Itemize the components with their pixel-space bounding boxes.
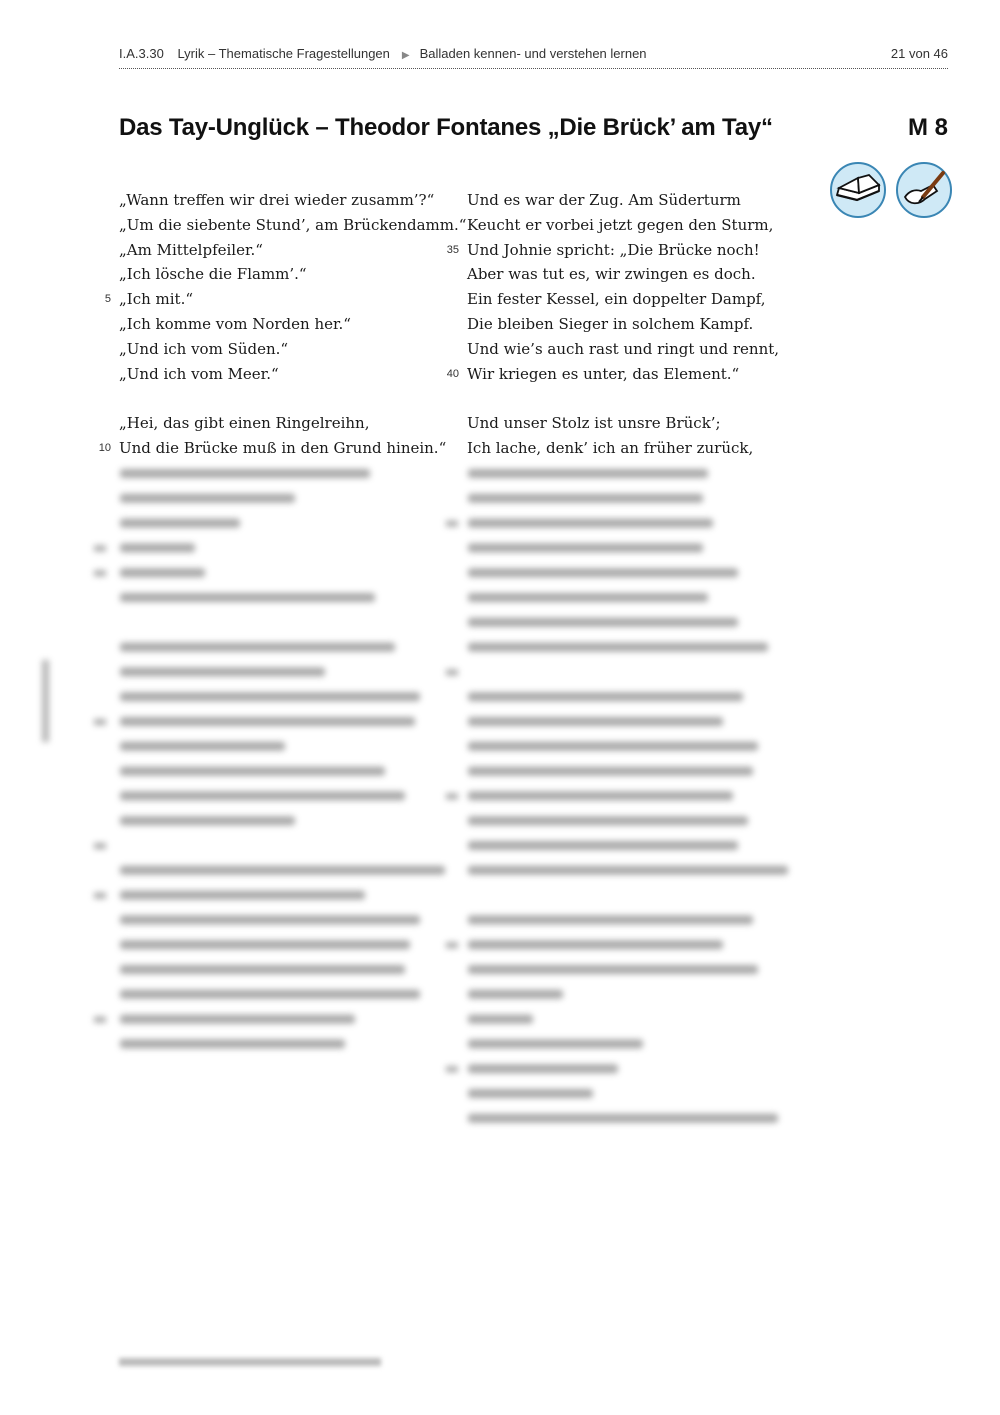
poem-line: [119, 213, 467, 238]
poem-line-text: „Und ich vom Süden.“: [119, 339, 289, 358]
blurred-line: [120, 915, 420, 924]
poem-line: [467, 436, 807, 461]
writing-hand-icon: [895, 161, 953, 219]
poem-line-text: Und Johnie spricht: „Die Brücke noch!: [467, 240, 760, 259]
blurred-line: [468, 494, 703, 503]
blurred-line: [468, 568, 738, 577]
poem-line-text: Und es war der Zug. Am Süderturm: [467, 191, 741, 209]
poem-line-text: „Hei, das gibt einen Ringelreihn,: [119, 414, 370, 433]
blurred-line: [120, 692, 420, 701]
blurred-line: [468, 742, 758, 751]
poem-line-text: „Am Mittelpfeiler.“: [119, 240, 263, 259]
blurred-line: [468, 717, 723, 726]
page-title: Das Tay-Unglück – Theodor Fontanes „Die Brück’ am Tay“: [119, 114, 773, 141]
poem-line-text: Und die Brücke muß in den Grund hinein.“: [119, 438, 447, 457]
page-number: 21 von 46: [890, 46, 948, 61]
blurred-line: [468, 692, 743, 701]
header-code: I.A.3.30: [119, 46, 164, 61]
material-badge: M 8: [907, 114, 948, 141]
header-divider: [119, 68, 948, 69]
poem-line: [119, 238, 459, 263]
blurred-line-number: [446, 669, 458, 675]
poem-line-text: „Ich mit.“: [119, 290, 194, 309]
poem-line: [119, 262, 459, 287]
page-header: [119, 44, 948, 66]
blurred-line: [468, 866, 788, 875]
blurred-line-number: [94, 545, 106, 551]
poem-line-text: Keucht er vorbei jetzt gegen den Sturm,: [467, 215, 774, 234]
blurred-line-number: [94, 719, 106, 725]
blurred-line: [468, 940, 723, 949]
blurred-line: [120, 891, 365, 900]
blurred-line: [468, 469, 708, 478]
stanza-gap: [467, 386, 807, 411]
blurred-line-number: [94, 893, 106, 899]
poem-line: [467, 213, 807, 238]
triangle-right-icon: ▶: [401, 50, 410, 61]
blurred-line: [468, 543, 703, 552]
poem-line: [467, 312, 807, 337]
poem-line: [98, 436, 459, 461]
poem-line-text: Wir kriegen es unter, das Element.“: [467, 364, 740, 383]
blurred-line: [120, 1039, 345, 1048]
poem-column-right: [446, 188, 807, 461]
header-breadcrumb: [119, 46, 657, 61]
poem-line: [446, 238, 807, 263]
blurred-line: [120, 717, 415, 726]
blurred-line: [468, 1064, 618, 1073]
blurred-line: [120, 742, 285, 751]
header-subsection: Balladen kennen- und verstehen lernen: [419, 46, 647, 61]
blurred-line: [468, 618, 738, 627]
blurred-line-number: [446, 942, 458, 948]
blurred-line: [120, 469, 370, 478]
blurred-line: [468, 767, 753, 776]
poem-line-text: „Ich komme vom Norden her.“: [119, 314, 351, 333]
line-number: 40: [446, 367, 459, 380]
blurred-line: [468, 791, 733, 800]
poem-line-text: Und unser Stolz ist unsre Brück’;: [467, 414, 721, 433]
poem-line-text: „Und ich vom Meer.“: [119, 364, 279, 383]
blurred-line: [468, 643, 768, 652]
blurred-line: [120, 543, 195, 552]
blurred-line: [120, 667, 325, 676]
stanza-gap: [119, 386, 459, 411]
poem-line-text: „Um die siebente Stund’, am Brückendamm.“: [119, 215, 467, 234]
poem-line: [467, 287, 807, 312]
blurred-poem-continuation: [90, 462, 810, 1132]
poem-line: [467, 411, 807, 436]
poem-line: [446, 362, 807, 387]
blurred-line: [120, 940, 410, 949]
poem-line: [119, 188, 459, 213]
poem-line-text: Ein fester Kessel, ein doppelter Dampf,: [467, 290, 766, 309]
blurred-line: [468, 1114, 778, 1123]
blurred-line: [120, 990, 420, 999]
blurred-line-number: [94, 1017, 106, 1023]
poem-line: [467, 337, 807, 362]
blurred-line: [120, 568, 205, 577]
blurred-line: [120, 519, 240, 528]
blurred-line-number: [94, 570, 106, 576]
copyright-sidebar: [36, 660, 56, 742]
blurred-line: [468, 965, 758, 974]
poem-line-text: Und wie’s auch rast und ringt und rennt,: [467, 339, 780, 358]
blurred-line: [120, 494, 295, 503]
line-number: 35: [446, 243, 459, 256]
poem-line-text: Die bleiben Sieger in solchem Kampf.: [467, 314, 754, 333]
poem-line-text: „Ich lösche die Flamm’.“: [119, 265, 307, 284]
line-number: 5: [104, 293, 111, 306]
blurred-line: [120, 767, 385, 776]
poem-line: [104, 287, 459, 312]
poem-column-left: [98, 188, 467, 461]
book-icon: [829, 161, 887, 219]
blurred-line-number: [446, 1066, 458, 1072]
poem-line: [467, 188, 807, 213]
header-section: Lyrik – Thematische Fragestellungen: [177, 46, 390, 61]
poem-line: [119, 312, 459, 337]
blurred-line: [120, 816, 295, 825]
blurred-line: [468, 1089, 593, 1098]
poem-line: [119, 411, 459, 436]
blurred-line: [468, 1039, 643, 1048]
blurred-line: [468, 990, 563, 999]
blurred-line: [468, 519, 713, 528]
blurred-line-number: [446, 521, 458, 527]
blurred-line: [468, 915, 753, 924]
line-number: 10: [98, 441, 111, 454]
blurred-line-number: [94, 843, 106, 849]
blurred-line: [120, 593, 375, 602]
poem-line: [119, 337, 459, 362]
poem-line-text: Ich lache, denk’ ich an früher zurück,: [467, 438, 754, 457]
poem-line: [467, 262, 807, 287]
poem-line-text: „Wann treffen wir drei wieder zusamm’?“: [119, 191, 435, 209]
blurred-line: [468, 816, 748, 825]
blurred-line: [120, 1015, 355, 1024]
footer-note: [119, 1354, 389, 1370]
blurred-line: [468, 1015, 533, 1024]
blurred-line: [120, 866, 445, 875]
blurred-line: [120, 965, 405, 974]
activity-icons: [829, 161, 953, 219]
blurred-line: [120, 791, 405, 800]
blurred-line: [468, 841, 738, 850]
blurred-line: [468, 593, 708, 602]
blurred-line-number: [446, 793, 458, 799]
blurred-line: [120, 643, 395, 652]
poem-line: [119, 362, 459, 387]
poem-line-text: Aber was tut es, wir zwingen es doch.: [467, 265, 756, 284]
